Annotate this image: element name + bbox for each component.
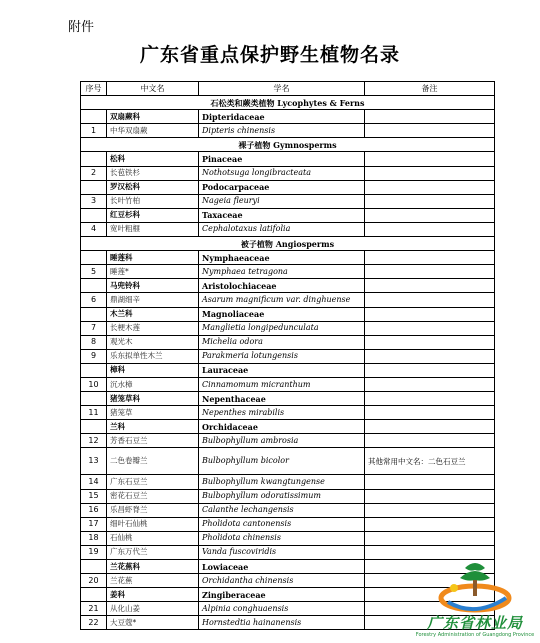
forestry-emblem-icon [410, 558, 540, 618]
attachment-label: 附件 [68, 20, 95, 35]
group-label: 裸子植物 Gymnosperms [81, 138, 495, 152]
species-row [81, 293, 495, 307]
family-chinese-name: 罗汉松科 [107, 180, 199, 194]
species-remarks [365, 434, 495, 448]
species-scientific-name: Pholidota chinensis [199, 531, 365, 545]
family-index-cell [81, 392, 107, 406]
species-index: 19 [81, 545, 107, 559]
species-remarks [365, 349, 495, 363]
species-chinese-name: 石仙桃 [107, 531, 199, 545]
species-row [81, 377, 495, 391]
species-index: 1 [81, 124, 107, 138]
family-chinese-name: 猪笼草科 [107, 392, 199, 406]
species-scientific-name: Alpinia conghuaensis [199, 602, 365, 616]
family-chinese-name: 兰科 [107, 420, 199, 434]
species-scientific-name: Bulbophyllum odoratissimum [199, 489, 365, 503]
family-row [81, 363, 495, 377]
family-scientific-name: Lauraceae [199, 363, 365, 377]
species-scientific-name: Nymphaea tetragona [199, 265, 365, 279]
species-chinese-name: 沉水樟 [107, 377, 199, 391]
species-index: 5 [81, 265, 107, 279]
family-index-cell [81, 180, 107, 194]
species-index: 7 [81, 321, 107, 335]
family-row [81, 152, 495, 166]
family-remarks-cell [365, 208, 495, 222]
species-chinese-name: 中华双扇蕨 [107, 124, 199, 138]
species-scientific-name: Michelia odora [199, 335, 365, 349]
family-row [81, 208, 495, 222]
species-chinese-name: 大豆蔻* [107, 616, 199, 630]
plant-list-table [80, 81, 495, 630]
family-row [81, 180, 495, 194]
family-chinese-name: 红豆杉科 [107, 208, 199, 222]
species-remarks [365, 406, 495, 420]
species-index: 12 [81, 434, 107, 448]
species-scientific-name: Dipteris chinensis [199, 124, 365, 138]
species-scientific-name: Pholidota cantonensis [199, 517, 365, 531]
species-index: 4 [81, 222, 107, 236]
family-index-cell [81, 560, 107, 574]
group-row [81, 138, 495, 152]
family-remarks-cell [365, 251, 495, 265]
group-row [81, 237, 495, 251]
species-scientific-name: Nothotsuga longibracteata [199, 166, 365, 180]
species-scientific-name: Parakmeria lotungensis [199, 349, 365, 363]
family-index-cell [81, 420, 107, 434]
species-remarks [365, 475, 495, 489]
family-scientific-name: Orchidaceae [199, 420, 365, 434]
family-index-cell [81, 363, 107, 377]
species-scientific-name: Bulbophyllum kwangtungense [199, 475, 365, 489]
group-label: 石松类和蕨类植物 Lycophytes & Ferns [81, 96, 495, 110]
family-scientific-name: Magnoliaceae [199, 307, 365, 321]
species-chinese-name: 兰花蕉 [107, 574, 199, 588]
family-scientific-name: Taxaceae [199, 208, 365, 222]
species-scientific-name: Bulbophyllum ambrosia [199, 434, 365, 448]
species-chinese-name: 长梗木莲 [107, 321, 199, 335]
family-remarks-cell [365, 363, 495, 377]
family-index-cell [81, 208, 107, 222]
species-index: 11 [81, 406, 107, 420]
species-scientific-name: Orchidantha chinensis [199, 574, 365, 588]
species-index: 15 [81, 489, 107, 503]
family-row [81, 279, 495, 293]
species-remarks [365, 194, 495, 208]
family-remarks-cell [365, 279, 495, 293]
species-chinese-name: 细叶石仙桃 [107, 517, 199, 531]
species-remarks [365, 166, 495, 180]
species-index: 6 [81, 293, 107, 307]
species-chinese-name: 长叶竹柏 [107, 194, 199, 208]
species-scientific-name: Vanda fuscoviridis [199, 545, 365, 559]
family-row [81, 251, 495, 265]
species-index: 16 [81, 503, 107, 517]
species-chinese-name: 宽叶粗榧 [107, 222, 199, 236]
species-index: 3 [81, 194, 107, 208]
species-index: 8 [81, 335, 107, 349]
species-index: 22 [81, 616, 107, 630]
species-chinese-name: 乐昌虾脊兰 [107, 503, 199, 517]
family-row [81, 392, 495, 406]
family-remarks-cell [365, 420, 495, 434]
species-remarks [365, 265, 495, 279]
header-chinese-name: 中文名 [107, 82, 199, 96]
page-title: 广东省重点保护野生植物名录 [139, 44, 400, 66]
species-row [81, 517, 495, 531]
family-remarks-cell [365, 110, 495, 124]
family-index-cell [81, 307, 107, 321]
species-row [81, 194, 495, 208]
species-row [81, 475, 495, 489]
table-header-row [81, 82, 495, 96]
family-chinese-name: 睡莲科 [107, 251, 199, 265]
family-remarks-cell [365, 392, 495, 406]
species-row [81, 448, 495, 475]
species-row [81, 503, 495, 517]
species-scientific-name: Bulbophyllum bicolor [199, 448, 365, 475]
species-index: 13 [81, 448, 107, 475]
header-scientific-name: 学名 [199, 82, 365, 96]
forestry-logo [410, 558, 540, 643]
group-label: 被子植物 Angiosperms [81, 237, 495, 251]
family-row [81, 420, 495, 434]
species-index: 18 [81, 531, 107, 545]
family-chinese-name: 马兜铃科 [107, 279, 199, 293]
species-scientific-name: Nageia fleuryi [199, 194, 365, 208]
species-chinese-name: 乐东拟单性木兰 [107, 349, 199, 363]
species-chinese-name: 密花石豆兰 [107, 489, 199, 503]
group-row [81, 96, 495, 110]
species-row [81, 489, 495, 503]
species-chinese-name: 芳香石豆兰 [107, 434, 199, 448]
family-index-cell [81, 152, 107, 166]
header-index: 序号 [81, 82, 107, 96]
species-chinese-name: 鼎湖细辛 [107, 293, 199, 307]
species-remarks [365, 503, 495, 517]
species-scientific-name: Cinnamomum micranthum [199, 377, 365, 391]
family-remarks-cell [365, 152, 495, 166]
species-scientific-name: Nepenthes mirabilis [199, 406, 365, 420]
species-scientific-name: Cephalotaxus latifolia [199, 222, 365, 236]
family-index-cell [81, 279, 107, 293]
family-chinese-name: 兰花蕉科 [107, 560, 199, 574]
species-index: 14 [81, 475, 107, 489]
species-row [81, 349, 495, 363]
family-chinese-name: 姜科 [107, 588, 199, 602]
species-chinese-name: 观光木 [107, 335, 199, 349]
family-row [81, 307, 495, 321]
species-scientific-name: Asarum magnificum var. dinghuense [199, 293, 365, 307]
family-scientific-name: Dipteridaceae [199, 110, 365, 124]
species-index: 21 [81, 602, 107, 616]
species-chinese-name: 广东万代兰 [107, 545, 199, 559]
family-remarks-cell [365, 307, 495, 321]
species-remarks: 其他常用中文名：二色石豆兰 [365, 448, 495, 475]
family-chinese-name: 木兰科 [107, 307, 199, 321]
species-index: 9 [81, 349, 107, 363]
family-scientific-name: Lowiaceae [199, 560, 365, 574]
family-scientific-name: Zingiberaceae [199, 588, 365, 602]
table-body [81, 96, 495, 630]
species-row [81, 406, 495, 420]
species-remarks [365, 489, 495, 503]
species-chinese-name: 猪笼草 [107, 406, 199, 420]
species-row [81, 124, 495, 138]
family-index-cell [81, 588, 107, 602]
family-chinese-name: 樟科 [107, 363, 199, 377]
family-row [81, 110, 495, 124]
family-remarks-cell [365, 180, 495, 194]
species-remarks [365, 222, 495, 236]
family-index-cell [81, 251, 107, 265]
species-row [81, 265, 495, 279]
family-chinese-name: 双扇蕨科 [107, 110, 199, 124]
species-scientific-name: Manglietia longipedunculata [199, 321, 365, 335]
species-row [81, 321, 495, 335]
species-scientific-name: Calanthe lechangensis [199, 503, 365, 517]
family-scientific-name: Pinaceae [199, 152, 365, 166]
species-index: 2 [81, 166, 107, 180]
species-index: 20 [81, 574, 107, 588]
family-index-cell [81, 110, 107, 124]
species-row [81, 166, 495, 180]
species-row [81, 335, 495, 349]
species-chinese-name: 二色卷瓣兰 [107, 448, 199, 475]
family-scientific-name: Podocarpaceae [199, 180, 365, 194]
species-remarks [365, 377, 495, 391]
family-scientific-name: Nymphaeaceae [199, 251, 365, 265]
species-scientific-name: Hornstedtia hainanensis [199, 616, 365, 630]
species-index: 17 [81, 517, 107, 531]
logo-subtitle: Forestry Administration of Guangdong Province [415, 632, 535, 638]
family-scientific-name: Nepenthaceae [199, 392, 365, 406]
species-remarks [365, 335, 495, 349]
logo-title: 广东省林业局 [426, 614, 523, 632]
species-row [81, 531, 495, 545]
species-remarks [365, 124, 495, 138]
family-chinese-name: 松科 [107, 152, 199, 166]
species-row [81, 434, 495, 448]
header-remarks: 备注 [365, 82, 495, 96]
species-index: 10 [81, 377, 107, 391]
species-remarks [365, 531, 495, 545]
species-chinese-name: 广东石豆兰 [107, 475, 199, 489]
species-chinese-name: 长苞铁杉 [107, 166, 199, 180]
species-chinese-name: 从化山姜 [107, 602, 199, 616]
family-scientific-name: Aristolochiaceae [199, 279, 365, 293]
species-remarks [365, 321, 495, 335]
species-remarks [365, 293, 495, 307]
species-remarks [365, 517, 495, 531]
species-row [81, 222, 495, 236]
species-chinese-name: 睡莲* [107, 265, 199, 279]
